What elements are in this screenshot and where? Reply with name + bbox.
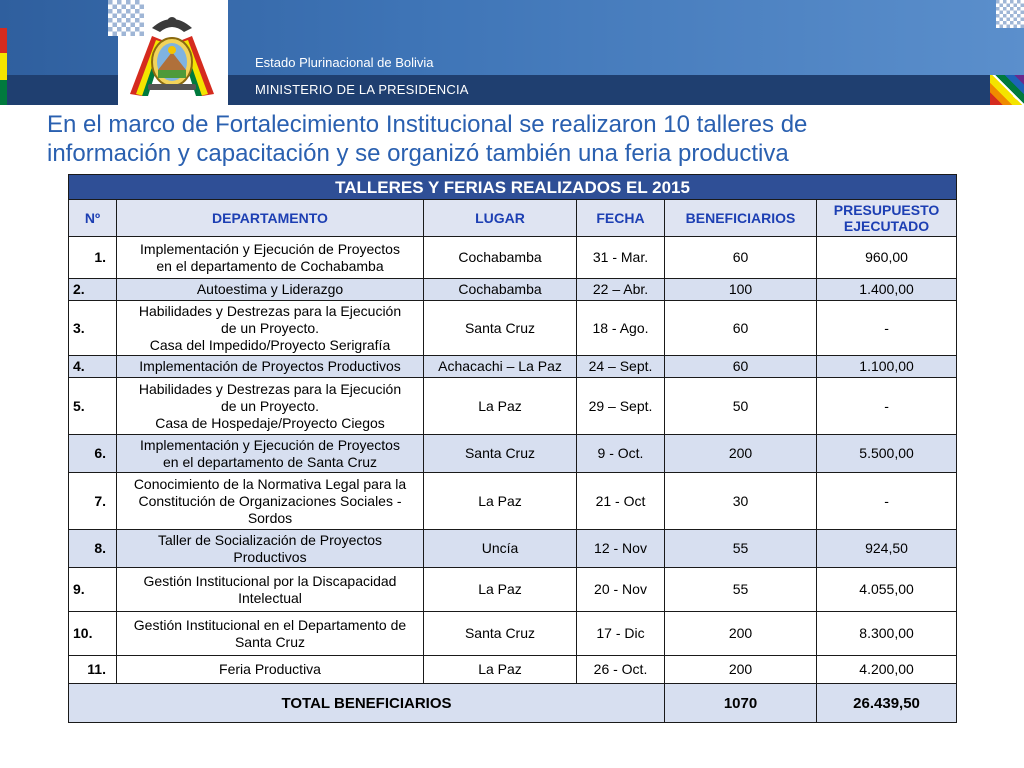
- row-place: La Paz: [424, 656, 577, 684]
- row-department-line: Taller de Socialización de Proyectos: [157, 531, 383, 548]
- total-budget: 26.439,50: [817, 684, 957, 723]
- table-row: [69, 435, 957, 473]
- row-department-line: Habilidades y Destrezas para la Ejecución: [138, 302, 402, 319]
- page-title-line-1: En el marco de Fortalecimiento Institucional se realizaron 10 talleres de: [47, 111, 808, 138]
- row-department-line: Sordos: [247, 509, 293, 526]
- row-department-line: Autoestima y Liderazgo: [196, 281, 344, 297]
- column-header-budget: [817, 200, 957, 237]
- table-row: [69, 612, 957, 656]
- row-department: [117, 237, 424, 279]
- row-beneficiaries: 60: [665, 301, 817, 356]
- row-budget: 8.300,00: [817, 612, 957, 656]
- row-department: [117, 435, 424, 473]
- row-budget: 960,00: [817, 237, 957, 279]
- row-beneficiaries: 200: [665, 435, 817, 473]
- column-header-budget-line-1: PRESUPUESTO: [833, 202, 940, 218]
- row-number: 9.: [69, 568, 117, 612]
- row-beneficiaries: 50: [665, 378, 817, 435]
- table-row: [69, 530, 957, 568]
- row-date: 9 - Oct.: [577, 435, 665, 473]
- table-header-row: [69, 200, 957, 237]
- header-banner: [0, 0, 1024, 105]
- bolivia-coat-of-arms-icon: [122, 6, 222, 102]
- row-date: 29 – Sept.: [577, 378, 665, 435]
- row-department-line: Casa de Hospedaje/Proyecto Ciegos: [155, 414, 385, 431]
- row-number: 1.: [69, 237, 117, 279]
- row-beneficiaries: 30: [665, 473, 817, 530]
- row-budget: -: [817, 378, 957, 435]
- row-department: [117, 356, 424, 378]
- row-date: 12 - Nov: [577, 530, 665, 568]
- row-place: La Paz: [424, 378, 577, 435]
- row-department-line: Gestión Institucional por la Discapacidad: [143, 572, 397, 589]
- row-department-line: Casa del Impedido/Proyecto Serigrafía: [149, 336, 391, 353]
- row-department: [117, 612, 424, 656]
- row-place: Uncía: [424, 530, 577, 568]
- row-budget: -: [817, 301, 957, 356]
- page-title-line-2: información y capacitación y se organizó también una feria productiva: [47, 140, 789, 167]
- table-row: [69, 301, 957, 356]
- row-place: La Paz: [424, 568, 577, 612]
- row-budget: 1.400,00: [817, 279, 957, 301]
- row-department: [117, 656, 424, 684]
- row-number: 2.: [69, 279, 117, 301]
- row-department: [117, 378, 424, 435]
- row-department-line: en el departamento de Cochabamba: [156, 257, 384, 274]
- row-place: Achacachi – La Paz: [424, 356, 577, 378]
- row-number: 6.: [69, 435, 117, 473]
- row-beneficiaries: 200: [665, 612, 817, 656]
- row-department-line: Habilidades y Destrezas para la Ejecución: [138, 380, 402, 397]
- row-department-line: Implementación y Ejecución de Proyectos: [140, 436, 400, 453]
- row-department-line: Feria Productiva: [219, 661, 321, 677]
- row-budget: 5.500,00: [817, 435, 957, 473]
- column-header-num: Nº: [69, 200, 117, 237]
- row-number: 11.: [69, 656, 117, 684]
- row-budget: 4.200,00: [817, 656, 957, 684]
- workshops-table: [68, 174, 957, 723]
- row-place: Santa Cruz: [424, 612, 577, 656]
- row-beneficiaries: 60: [665, 356, 817, 378]
- state-name: Estado Plurinacional de Bolivia: [255, 55, 434, 70]
- total-label: TOTAL BENEFICIARIOS: [69, 684, 665, 723]
- row-date: 24 – Sept.: [577, 356, 665, 378]
- row-date: 20 - Nov: [577, 568, 665, 612]
- column-header-budget-line-2: EJECUTADO: [843, 218, 930, 234]
- row-date: 17 - Dic: [577, 612, 665, 656]
- ministry-name: MINISTERIO DE LA PRESIDENCIA: [255, 82, 469, 97]
- row-department: [117, 279, 424, 301]
- row-beneficiaries: 55: [665, 568, 817, 612]
- row-beneficiaries: 55: [665, 530, 817, 568]
- row-department: [117, 568, 424, 612]
- checker-pattern-small-icon: [996, 0, 1024, 28]
- table-row: [69, 568, 957, 612]
- row-place: Cochabamba: [424, 279, 577, 301]
- row-beneficiaries: 100: [665, 279, 817, 301]
- table-row: [69, 473, 957, 530]
- row-date: 22 – Abr.: [577, 279, 665, 301]
- row-place: Santa Cruz: [424, 435, 577, 473]
- row-date: 21 - Oct: [577, 473, 665, 530]
- table-row: [69, 378, 957, 435]
- table-row: [69, 656, 957, 684]
- row-place: Cochabamba: [424, 237, 577, 279]
- row-date: 18 - Ago.: [577, 301, 665, 356]
- page-title: [47, 110, 947, 168]
- row-date: 31 - Mar.: [577, 237, 665, 279]
- row-department-line: Gestión Institucional en el Departamento de: [133, 616, 407, 633]
- column-header-department: DEPARTAMENTO: [117, 200, 424, 237]
- row-date: 26 - Oct.: [577, 656, 665, 684]
- wiphala-flag-icon: [990, 75, 1024, 105]
- total-beneficiaries: 1070: [665, 684, 817, 723]
- row-department-line: Conocimiento de la Normativa Legal para la: [133, 475, 407, 492]
- row-department-line: en el departamento de Santa Cruz: [162, 453, 378, 470]
- row-department-line: Implementación y Ejecución de Proyectos: [140, 240, 400, 257]
- bolivia-flag-icon: [0, 28, 7, 105]
- row-budget: 1.100,00: [817, 356, 957, 378]
- row-number: 8.: [69, 530, 117, 568]
- row-place: La Paz: [424, 473, 577, 530]
- row-department-line: Productivos: [233, 548, 307, 565]
- row-department-line: Constitución de Organizaciones Sociales -: [138, 492, 402, 509]
- row-budget: 924,50: [817, 530, 957, 568]
- row-department-line: Intelectual: [238, 589, 302, 606]
- column-header-beneficiaries: BENEFICIARIOS: [665, 200, 817, 237]
- table-row: [69, 279, 957, 301]
- row-department: [117, 301, 424, 356]
- table-row: [69, 237, 957, 279]
- column-header-place: LUGAR: [424, 200, 577, 237]
- row-beneficiaries: 200: [665, 656, 817, 684]
- row-department: [117, 473, 424, 530]
- row-place: Santa Cruz: [424, 301, 577, 356]
- row-beneficiaries: 60: [665, 237, 817, 279]
- row-department-line: Santa Cruz: [234, 633, 306, 650]
- row-number: 10.: [69, 612, 117, 656]
- row-number: 3.: [69, 301, 117, 356]
- row-number: 4.: [69, 356, 117, 378]
- row-department-line: Implementación de Proyectos Productivos: [139, 358, 401, 374]
- row-department-line: de un Proyecto.: [220, 319, 320, 336]
- table-caption: TALLERES Y FERIAS REALIZADOS EL 2015: [69, 175, 957, 200]
- column-header-date: FECHA: [577, 200, 665, 237]
- row-department-line: de un Proyecto.: [220, 397, 320, 414]
- table-body: [69, 237, 957, 684]
- table-row: [69, 356, 957, 378]
- row-number: 7.: [69, 473, 117, 530]
- row-department: [117, 530, 424, 568]
- row-number: 5.: [69, 378, 117, 435]
- row-budget: 4.055,00: [817, 568, 957, 612]
- row-budget: -: [817, 473, 957, 530]
- table-total-row: [69, 684, 957, 723]
